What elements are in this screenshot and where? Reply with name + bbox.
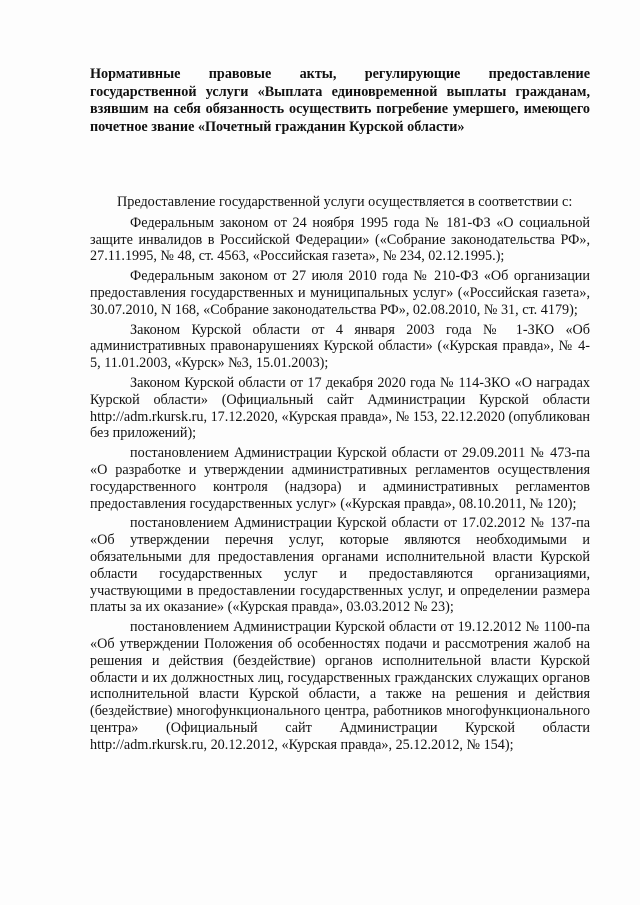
law-paragraph-210-fz: Федеральным законом от 27 июля 2010 года № 210-ФЗ «Об организации предоставления государственных и муниципальных услуг» («Российская газета», 30.07.2010, N 168, «Собрание законодательства РФ», 02.08.2010, № 31, ст. 4179); (90, 268, 590, 318)
law-paragraph-114-zko: Законом Курской области от 17 декабря 2020 года № 114-ЗКО «О наградах Курской области» (Официальный сайт Администрации Курской области http://adm.rkursk.ru, 17.12.2020, «Курская правда», № 153, 22.12.2020 (опубликован без приложений); (90, 374, 590, 442)
resolution-paragraph-473-pa: постановлением Администрации Курской области от 29.09.2011 № 473-па «О разработке и утверждении административных регламентов осуществления государственного контроля (надзора) и административных регламентов предоставления государственных услуг» («Курская правда», 08.10.2011, № 120); (90, 445, 590, 512)
law-paragraph-181-fz: Федеральным законом от 24 ноября 1995 года № 181-ФЗ «О социальной защите инвалидов в Российской Федерации» («Собрание законодательства РФ», 27.11.1995, № 48, ст. 4563, «Российская газета», № 234, 02.12.1995.); (90, 214, 590, 265)
resolution-paragraph-1100-pa: постановлением Администрации Курской области от 19.12.2012 № 1100-па «Об утверждении Положения об особенностях подачи и рассмотрения жалоб на решения и действия (бездействие) органов исполнительной власти Курской области и их должностных лиц, государственных гражданских служащих органов исполнительной власти Курской области, а также на решения и действия (бездействие) многофункционального центра, работников многофункционального центра» (Официальный сайт Администрации Курской области http://adm.rkursk.ru, 20.12.2012, «Курская правда», 25.12.2012, № 154); (90, 619, 590, 753)
document-title: Нормативные правовые акты, регулирующие предоставление государственной услуги «Выплата единовременной выплаты гражданам, взявшим на себя обязанность осуществить погребение умершего, имеющего почетное звание «Почетный гражданин Курской области» (90, 66, 590, 135)
document-body (90, 194, 590, 754)
law-paragraph-1-zko: Законом Курской области от 4 января 2003 года № 1-ЗКО «Об административных правонарушениях Курской области» («Курская правда», № 4-5, 11.01.2003, «Курск» №3, 15.01.2003); (90, 321, 590, 372)
resolution-paragraph-137-pa: постановлением Администрации Курской области от 17.02.2012 № 137-па «Об утверждении перечня услуг, которые являются необходимыми и обязательными для предоставления органами исполнительной власти Курской области государственных услуг и предоставляются организациями, участвующими в предоставлении государственных услуг, и определении размера платы за их оказание» («Курская правда», 03.03.2012 № 23); (90, 515, 590, 616)
intro-paragraph: Предоставление государственной услуги осуществляется в соответствии с: (117, 194, 573, 210)
